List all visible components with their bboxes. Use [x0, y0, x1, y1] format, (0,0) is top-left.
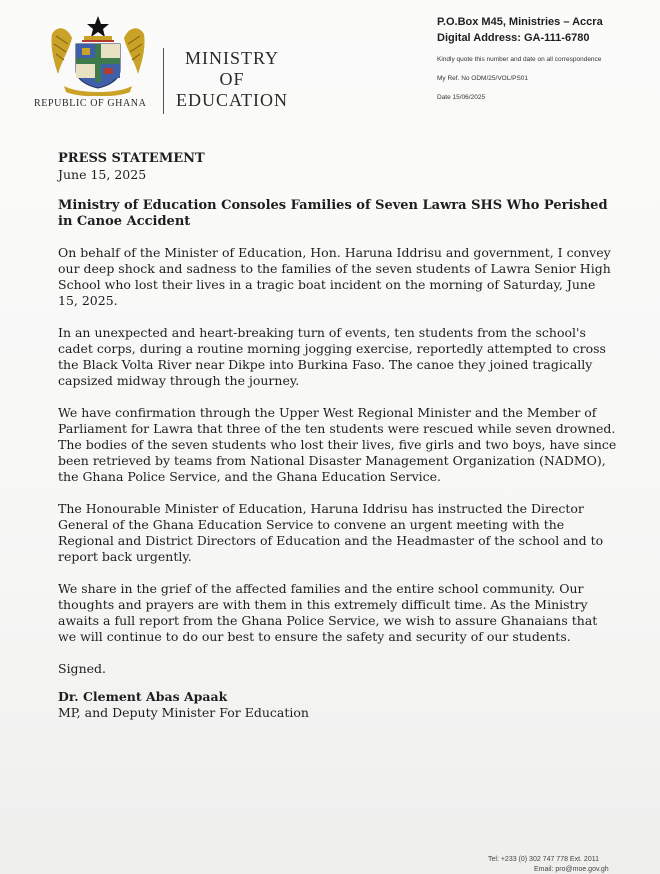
paragraph: The Honourable Minister of Education, Haruna Iddrisu has instructed the Director General of the Ghana Education Service to convene an urgent meeting with the Regional and District Directors of Education and the Headmaster of the school and to report back urgently.	[58, 501, 604, 564]
ministry-name	[172, 48, 292, 111]
statement-date: June 15, 2025	[58, 167, 147, 182]
signed-label: Signed.	[58, 661, 106, 676]
statement-title: Ministry of Education Consoles Families of Seven Lawra SHS Who Perished in Canoe Accident	[58, 198, 608, 229]
paragraph: On behalf of the Minister of Education, Hon. Haruna Iddrisu and government, I convey our deep shock and sadness to the families of the seven students of Lawra Senior High School who lost their lives in a tragic boat incident on the morning of Saturday, June 15, 2025.	[58, 245, 611, 308]
coat-of-arms-emblem	[48, 14, 148, 96]
footer-telephone: Tel: +233 (0) 302 747 778 Ext. 2011	[488, 856, 599, 863]
signer-role: MP, and Deputy Minister For Education	[58, 705, 309, 720]
address-block	[437, 14, 603, 102]
postal-address: P.O.Box M45, Ministries – Accra	[437, 16, 603, 28]
ministry-line: EDUCATION	[176, 90, 288, 110]
ministry-line: OF	[219, 69, 245, 89]
quote-note: Kindly quote this number and date on all correspondence	[437, 56, 602, 63]
emblem-caption: REPUBLIC OF GHANA	[34, 98, 147, 109]
letterhead-divider	[163, 48, 164, 114]
paragraph: We share in the grief of the affected families and the entire school community. Our thoughts and prayers are with them in this extremely difficult time. As the Ministry awaits a full report from the Ghana Police Service, we wish to assure Ghanaians that we will continue to do our best to ensure the safety and security of our students.	[58, 581, 598, 644]
contact-footer	[488, 855, 609, 874]
digital-address: Digital Address: GA-111-6780	[437, 32, 590, 44]
paragraph: We have confirmation through the Upper West Regional Minister and the Member of Parliament for Lawra that three of the ten students were rescued while seven drowned. The bodies of the seven students who lost their lives, five girls and two boys, have since been retrieved by teams from National Disaster Management Organization (NADMO), the Ghana Police Service, and the Ghana Education Service.	[58, 405, 617, 484]
statement-body	[58, 151, 618, 721]
press-statement-heading: PRESS STATEMENT	[58, 151, 205, 166]
paragraph: In an unexpected and heart-breaking turn of events, ten students from the school's cadet corps, during a routine morning jogging exercise, reportedly attempted to cross the Black Volta River near Dikpe into Burkina Faso. The canoe they joined tragically capsized midway through the journey.	[58, 325, 606, 388]
ministry-line: MINISTRY	[184, 48, 279, 68]
signer-name: Dr. Clement Abas Apaak	[58, 689, 228, 704]
letter-date: Date 15/06/2025	[437, 94, 486, 101]
reference-number: My Ref. No ODM/25/VOL/PS01	[437, 75, 529, 82]
footer-email: Email: pro@moe.gov.gh	[534, 866, 609, 873]
